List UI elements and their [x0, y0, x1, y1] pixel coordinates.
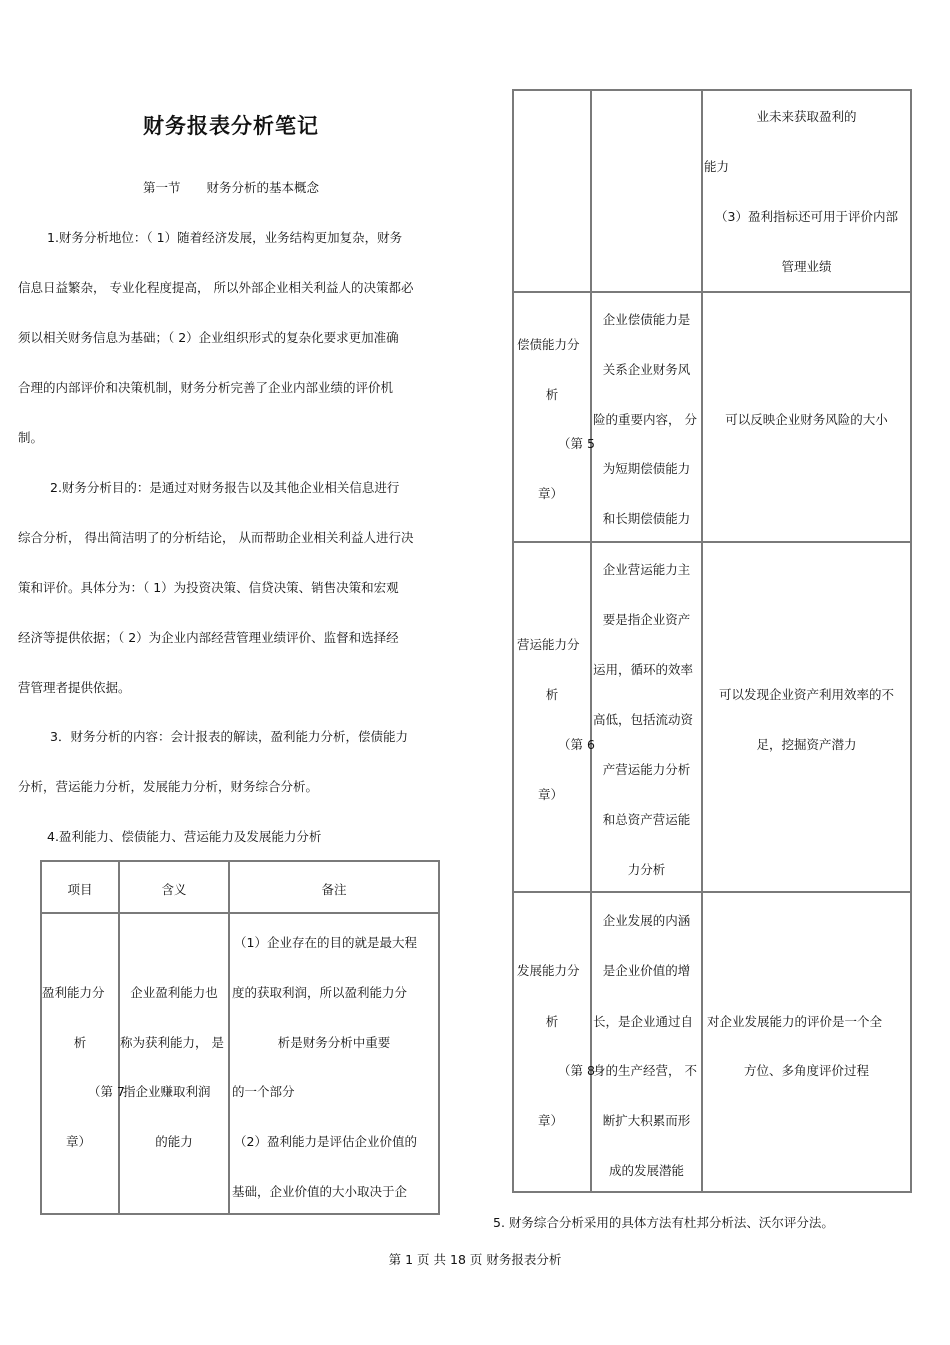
section-heading [0, 178, 462, 196]
table-row-development [513, 892, 911, 1192]
paragraph-line: 3．财务分析的内容：会计报表的解读，盈利能力分析，偿债能力 [50, 729, 408, 744]
paragraph-line: 综合分析， 得出简洁明了的分析结论， 从而帮助企业相关利益人进行决 [18, 530, 414, 545]
paragraph-line: 分析，营运能力分析，发展能力分析，财务综合分析。 [18, 779, 319, 794]
table-row-continued [513, 90, 911, 292]
document-title: 财务报表分析笔记 [143, 114, 319, 138]
section-label: 第一节 [143, 180, 181, 195]
paragraph-line: 2.财务分析目的：是通过对财务报告以及其他企业相关信息进行 [50, 480, 400, 495]
page-footer: 第 1 页 共 18 页 财务报表分析 [388, 1252, 562, 1267]
item-cell [513, 90, 591, 292]
paragraph-line: 策和评价。具体分为：（ 1）为投资决策、信贷决策、销售决策和宏观 [18, 580, 399, 595]
paragraph-line: 须以相关财务信息为基础；（ 2）企业组织形式的复杂化要求更加准确 [18, 330, 399, 345]
paragraph-line: 1.财务分析地位：（ 1）随着经济发展，业务结构更加复杂，财务 [47, 230, 403, 245]
note-cell: 业未来获取盈利的 能力 （3）盈利指标还可用于评价内部 管理业绩 [702, 90, 911, 292]
analysis-table-right [512, 89, 912, 1193]
meaning-cell: 企业偿债能力是 关系企业财务风 险的重要内容， 分 为短期偿债能力 和长期偿债能力 [591, 292, 702, 542]
note-cell: 可以反映企业财务风险的大小 [702, 292, 911, 542]
header-cell: 含义 [119, 861, 229, 913]
table-header-row [41, 861, 439, 913]
paragraph-line: 信息日益繁杂， 专业化程度提高， 所以外部企业相关利益人的决策都必 [18, 280, 414, 295]
note-cell: （1）企业存在的目的就是最大程 度的获取利润，所以盈利能力分 析是财务分析中重要 的一个部分 （2）盈利能力是评估企业价值的 基础，企业价值的大小取决于企 [229, 913, 439, 1214]
table-row-profitability [41, 913, 439, 1214]
paragraph-4: 4.盈利能力、偿债能力、营运能力及发展能力分析 [47, 829, 322, 844]
table-row-solvency [513, 292, 911, 542]
meaning-cell [591, 90, 702, 292]
analysis-table-left [40, 860, 440, 1215]
paragraph-5: 5. 财务综合分析采用的具体方法有杜邦分析法、沃尔评分法。 [493, 1215, 834, 1230]
meaning-cell: 企业盈利能力也 称为获利能力， 是 指企业赚取利润 的能力 [119, 913, 229, 1214]
paragraph-line: 合理的内部评价和决策机制，财务分析完善了企业内部业绩的评价机 [18, 380, 394, 395]
meaning-cell: 企业发展的内涵 是企业价值的增 长，是企业通过自 身的生产经营， 不 断扩大积累而形 成的发展潜能 [591, 892, 702, 1192]
paragraph-line: 营管理者提供依据。 [18, 680, 131, 695]
item-cell: 偿债能力分 析 （第 5 章） [513, 292, 591, 542]
paragraph-line: 经济等提供依据；（ 2）为企业内部经营管理业绩评价、监督和选择经 [18, 630, 399, 645]
item-cell: 盈利能力分 析 （第 7 章） [41, 913, 119, 1214]
section-name: 财务分析的基本概念 [206, 180, 319, 195]
note-cell: 对企业发展能力的评价是一个全 方位、多角度评价过程 [702, 892, 911, 1192]
meaning-cell: 企业营运能力主 要是指企业资产 运用，循环的效率 高低，包括流动资 产营运能力分析 和总资产营运能 力分析 [591, 542, 702, 892]
header-cell: 备注 [229, 861, 439, 913]
item-cell: 发展能力分 析 （第 8 章） [513, 892, 591, 1192]
paragraph-line: 制。 [18, 430, 44, 445]
header-cell: 项目 [41, 861, 119, 913]
item-cell: 营运能力分 析 （第 6 章） [513, 542, 591, 892]
table-row-operating [513, 542, 911, 892]
note-cell: 可以发现企业资产利用效率的不 足，挖掘资产潜力 [702, 542, 911, 892]
